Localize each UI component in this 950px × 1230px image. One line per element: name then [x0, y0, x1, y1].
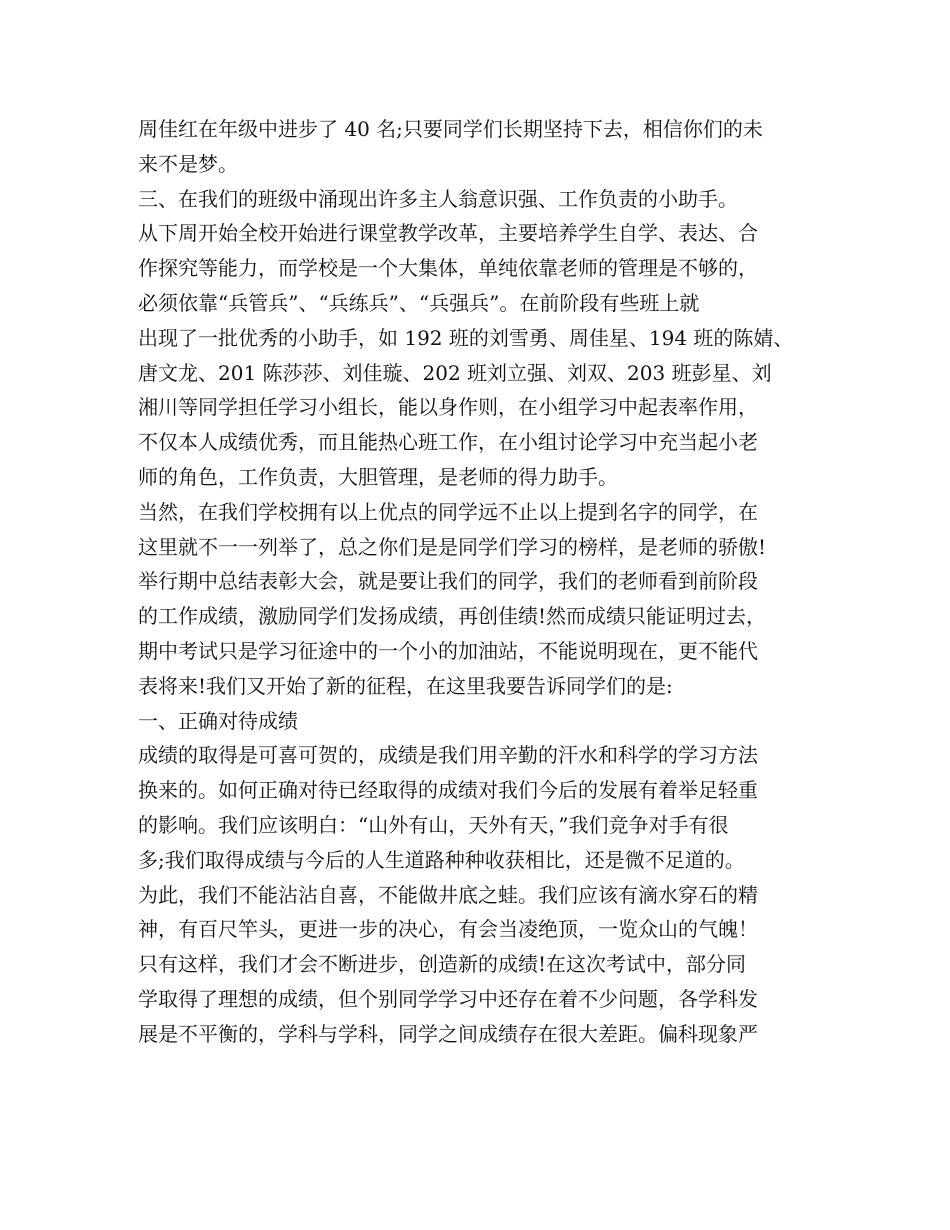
text-line: 出现了一批优秀的小助手，如 192 班的刘雪勇、周佳星、194 班的陈婧、 [138, 325, 794, 350]
text-line: 这里就不一一列举了，总之你们是是同学们学习的榜样，是老师的骄傲! [138, 534, 767, 559]
text-line: 当然，在我们学校拥有以上优点的同学远不止以上提到名字的同学，在 [138, 499, 758, 524]
text-line: 周佳红在年级中进步了 40 名;只要同学们长期坚持下去，相信你们的未 [138, 117, 763, 141]
text-line: 的工作成绩，激励同学们发扬成绩，再创佳绩!然而成绩只能证明过去， [138, 604, 767, 629]
text-line: 的影响。我们应该明白：“山外有山，天外有天，”我们竞争对手有很 [138, 812, 729, 837]
text-line: 从下周开始全校开始进行课堂教学改革，主要培养学生自学、表达、合 [138, 221, 758, 246]
text-line: 只有这样，我们才会不断进步，创造新的成绩!在这次考试中，部分同 [138, 952, 747, 977]
text-line: 唐文龙、201 陈莎莎、刘佳璇、202 班刘立强、刘双、203 班彭星、刘 [138, 360, 772, 385]
text-line: 作探究等能力，而学校是一个大集体，单纯依靠老师的管理是不够的， [138, 256, 758, 281]
section-heading: 三、在我们的班级中涌现出许多主人翁意识强、工作负责的小助手。 [138, 186, 738, 211]
text-line: 必须依靠“兵管兵”、“兵练兵”、“兵强兵”。在前阶段有些班上就 [138, 290, 700, 315]
section-heading: 一、正确对待成绩 [138, 708, 298, 733]
text-line: 举行期中总结表彰大会，就是要让我们的同学，我们的老师看到前阶段 [138, 569, 758, 594]
text-line: 展是不平衡的，学科与学科，同学之间成绩存在很大差距。偏科现象严 [138, 1021, 758, 1046]
text-line: 多;我们取得成绩与今后的人生道路种种收获相比，还是微不足道的。 [138, 847, 745, 872]
text-line: 成绩的取得是可喜可贺的，成绩是我们用辛勤的汗水和科学的学习方法 [138, 743, 758, 768]
text-line: 神，有百尺竿头，更进一步的决心，有会当凌绝顶，一览众山的气魄！ [138, 917, 758, 942]
text-line: 为此，我们不能沾沾自喜，不能做井底之蛙。我们应该有滴水穿石的精 [138, 882, 758, 907]
text-line: 换来的。如何正确对待已经取得的成绩对我们今后的发展有着举足轻重 [138, 778, 758, 803]
text-line: 来不是梦。 [138, 151, 238, 176]
body-text [138, 112, 838, 1052]
text-line: 湘川等同学担任学习小组长，能以身作则，在小组学习中起表率作用， [138, 395, 758, 420]
text-line: 期中考试只是学习征途中的一个小的加油站，不能说明现在，更不能代 [138, 638, 758, 663]
text-line: 师的角色，工作负责，大胆管理，是老师的得力助手。 [138, 464, 618, 489]
text-line: 表将来!我们又开始了新的征程，在这里我要告诉同学们的是: [138, 673, 673, 698]
text-line: 不仅本人成绩优秀，而且能热心班工作，在小组讨论学习中充当起小老 [138, 430, 758, 455]
text-line: 学取得了理想的成绩，但个别同学学习中还存在着不少问题，各学科发 [138, 986, 758, 1011]
